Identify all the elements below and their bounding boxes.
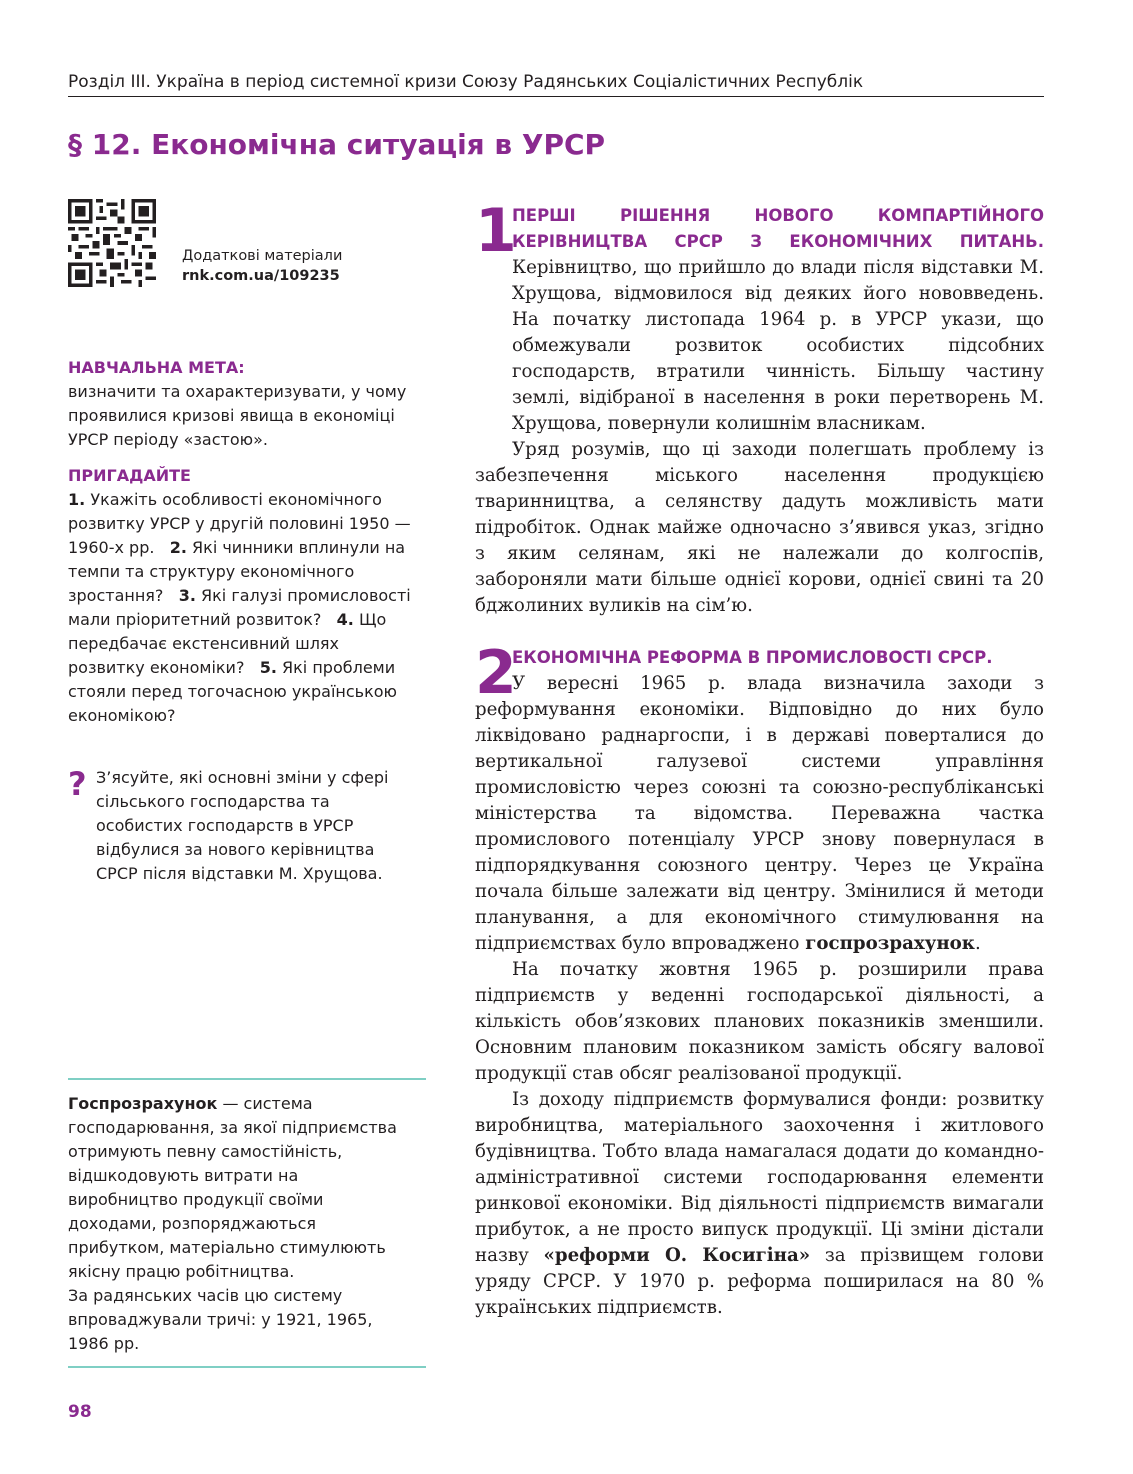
recall-item-number: 2. (169, 538, 187, 557)
section-2-p3-end: за прізвищем голови уряду СРСР. У 1970 р. реформа поширилася на 80 % українських підприємств. (475, 1245, 1044, 1318)
qr-caption-url[interactable]: rnk.com.ua/109235 (182, 268, 340, 284)
section-number: 1 (475, 196, 517, 266)
term-highlight: госпрозрахунок (805, 933, 975, 954)
section-2-lead-text: У вересні 1965 р. влада визначила заходи з реформування економіки. Відповідно до них було ліквідовано раднаргоспи, і в державі поверталися до вертикальної галузевої системи управління промисловістю через союзні та союзно-республіканські міністерства та відомства. Переважна частка промислового потенціалу УРСР знову повернулася в підпорядкування союзного центру. Через це Україна почала більше залежати від центру. Змінилися й методи планування, а для економічного стимулювання на підприємствах було впроваджено (475, 673, 1044, 954)
glossary-term: Госпрозрахунок (68, 1094, 218, 1113)
question-mark-icon: ? (68, 765, 87, 803)
recall-item-number: 3. (178, 586, 196, 605)
recall-item-number: 1. (68, 490, 86, 509)
learning-goal-text: визначити та охарактеризувати, у чому проявилися кризові явища в економіці УРСР періоду «застою». (68, 382, 407, 449)
glossary-box (68, 1092, 428, 1356)
recall-list (68, 488, 413, 728)
recall-item-text: Укажіть особливості економічного розвитку УРСР у другій половині 1950 — 1960-х рр. (68, 490, 411, 557)
section-heading: ЕКОНОМІЧНА РЕФОРМА В ПРОМИСЛОВОСТІ СРСР. (512, 648, 993, 667)
running-head: Розділ III. Україна в період системної кризи Союзу Радянських Соціалістичних Республік (68, 72, 864, 92)
recall-item-text: Які чинники вплинули на темпи та структуру економічного зростання? (68, 538, 406, 605)
section-2-lead (475, 638, 1044, 957)
section-number: 2 (475, 638, 517, 708)
recall-item-number: 4. (336, 610, 354, 629)
recall-item-text: Які галузі промисловості мали пріоритетний розвиток? (68, 586, 411, 629)
recall-item-text: Що передбачає екстенсивний шлях розвитку економіки? (68, 610, 387, 677)
section-1-lead-text: Керівництво, що прийшло до влади після відставки М. Хрущова, відмовилося від деяких його нововведень. На початку листопада 1964 р. в УРСР укази, що обмежували розвиток особистих підсобних господарств, втратили чинність. Більшу частину землі, відібраної в населення в роки перетворень М. Хрущова, повернули колишнім власникам. (512, 257, 1044, 434)
section-1-paragraph: Уряд розумів, що ці заходи полегшать проблему із забезпечення міського населення продукцією тваринництва, а селянству дадуть можливість мати підробіток. Однак майже одночасно з’явився указ, згідно з яким селянам, які не належали до колгоспів, забороняли мати більше однієї корови, однієї свині та 20 бджолиних вуликів на сім’ю. (475, 439, 1044, 616)
learning-goal-heading: НАВЧАЛЬНА МЕТА: (68, 358, 245, 377)
recall-block (68, 464, 413, 728)
glossary-definition: — система господарювання, за якої підприємства отримують певну самостійність, відшкодовують витрати на виробництво продукції своїми доходами, розпоряджаються прибутком, матеріально стимулюють якісну працю робітництва. За радянських часів цю систему впроваджували тричі: у 1921, 1965, 1986 рр. (68, 1094, 397, 1353)
qr-code-icon[interactable] (68, 199, 156, 287)
qr-caption-text: Додаткові матеріали (182, 248, 343, 264)
question-text: З’ясуйте, які основні зміни у сфері сільського господарства та особистих господарств в УРСР відбулися за нового керівництва СРСР після відставки М. Хрущова. (96, 768, 389, 883)
recall-heading: ПРИГАДАЙТЕ (68, 466, 191, 485)
learning-goal (68, 356, 438, 452)
page-number: 98 (68, 1402, 92, 1422)
section-1-lead (475, 196, 1044, 437)
glossary-top-rule (68, 1078, 426, 1080)
recall-item-text: Які проблеми стояли перед тогочасною українською економікою? (68, 658, 398, 725)
section-2-paragraph: На початку жовтня 1965 р. розширили права підприємств у веденні господарської діяльності, а кількість обов’язкових планових показників зменшили. Основним плановим показником замість обсягу валової продукції став обсяг реалізованої продукції. (475, 959, 1044, 1084)
header-rule (68, 96, 1044, 97)
section-2-lead-end: . (974, 933, 981, 954)
section-2 (475, 638, 1044, 1321)
page-title: § 12. Економічна ситуація в УРСР (68, 128, 606, 161)
section-2-p3-start: Із доходу підприємств формувалися фонди: розвитку виробництва, матеріального заохочення і житлового будівництва. Тобто влада намагалася додати до командно-адміністративної системи господарювання елементи ринкової економіки. Від діяльності підприємств вимагали прибуток, а не просто випуск продукції. Ці зміни дістали назву (475, 1089, 1044, 1266)
recall-item-number: 5. (259, 658, 277, 677)
section-2-paragraph (475, 1087, 1044, 1321)
section-1 (475, 196, 1044, 619)
section-heading: ПЕРШІ РІШЕННЯ НОВОГО КОМПАРТІЙНОГО КЕРІВНИЦТВА СРСР З ЕКОНОМІЧНИХ ПИТАНЬ. (512, 206, 1044, 251)
glossary-bottom-rule (68, 1366, 426, 1368)
qr-caption (182, 246, 342, 286)
term-highlight: «реформи О. Косигіна» (543, 1245, 811, 1266)
